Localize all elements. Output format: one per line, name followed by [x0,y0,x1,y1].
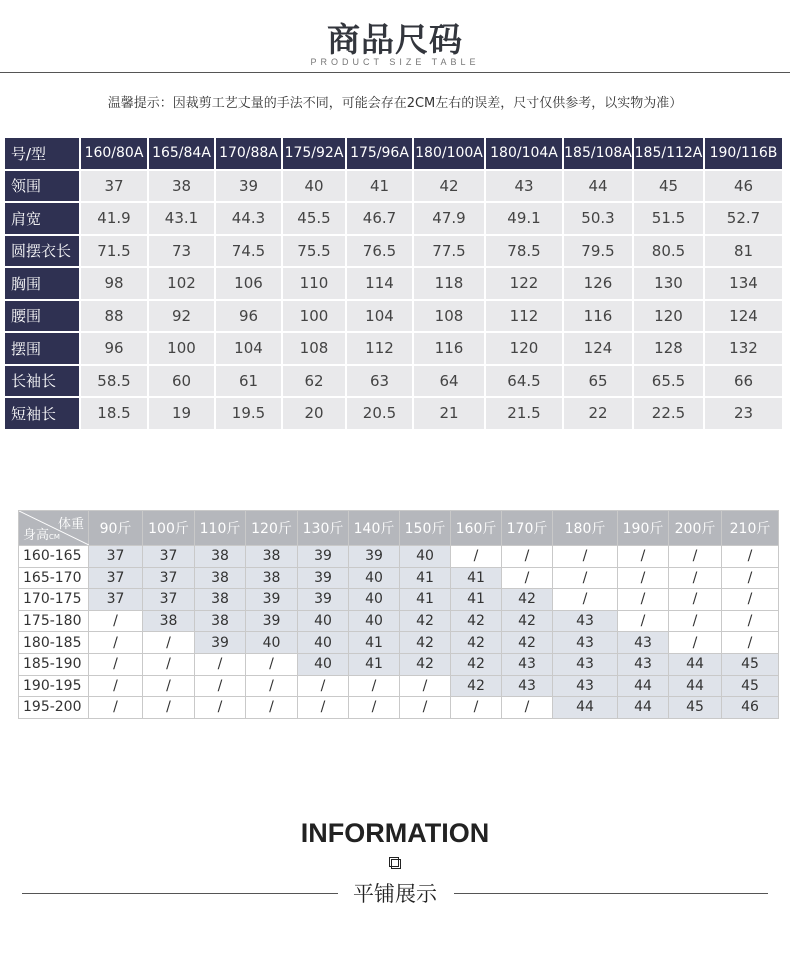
height-row-label: 180-185 [19,632,89,654]
size-recommend-cell: 44 [618,675,669,697]
size-recommend-cell: 42 [400,632,451,654]
weight-header-cell: 120斤 [246,511,298,546]
size-value-cell: 21 [414,398,486,431]
size-recommend-cell: 39 [246,610,298,632]
size-recommend-cell: 39 [298,589,349,611]
size-recommend-cell: 42 [451,653,502,675]
size-value-cell: 80.5 [634,236,705,269]
size-recommend-cell: / [89,697,143,719]
size-recommend-cell: / [722,567,779,589]
size-row-label: 摆围 [5,333,81,366]
size-recommend-cell: / [553,567,618,589]
weight-header-cell: 190斤 [618,511,669,546]
size-value-cell: 44 [564,171,634,204]
size-recommend-cell: 44 [669,675,722,697]
size-value-cell: 46 [705,171,784,204]
size-recommend-cell: 40 [349,610,400,632]
size-recommend-cell: 43 [553,610,618,632]
size-header-cell: 180/104A [486,138,564,171]
size-recommend-cell: / [618,546,669,568]
size-recommend-cell: / [618,589,669,611]
size-value-cell: 77.5 [414,236,486,269]
height-row-label: 185-190 [19,653,89,675]
size-row [5,398,784,431]
size-row-label: 肩宽 [5,203,81,236]
size-value-cell: 20 [283,398,347,431]
weight-header-label: 体重 [57,517,84,532]
size-recommend-cell: 42 [451,675,502,697]
size-row-label: 圆摆衣长 [5,236,81,269]
size-recommend-cell: / [195,675,246,697]
size-recommend-cell: 41 [400,567,451,589]
square-frame-icon [389,857,401,869]
size-value-cell: 108 [283,333,347,366]
size-recommend-cell: 40 [349,589,400,611]
height-row-label: 160-165 [19,546,89,568]
weight-header-cell: 90斤 [89,511,143,546]
size-value-cell: 50.3 [564,203,634,236]
size-value-cell: 134 [705,268,784,301]
size-recommend-cell: / [553,589,618,611]
size-value-cell: 63 [347,366,414,399]
size-row [5,301,784,334]
size-recommend-cell: 39 [349,546,400,568]
size-value-cell: 100 [149,333,216,366]
size-recommend-cell: / [89,675,143,697]
size-value-cell: 49.1 [486,203,564,236]
size-value-cell: 96 [81,333,149,366]
page-title: 商品尺码 [327,20,463,59]
weight-header-cell: 200斤 [669,511,722,546]
size-value-cell: 106 [216,268,283,301]
size-recommend-cell: / [722,610,779,632]
size-recommend-cell: 38 [195,567,246,589]
size-recommend-cell: 37 [143,546,195,568]
size-value-cell: 37 [81,171,149,204]
size-recommend-cell: 40 [298,632,349,654]
size-row [5,236,784,269]
size-value-cell: 22 [564,398,634,431]
size-value-cell: 46.7 [347,203,414,236]
size-value-cell: 124 [564,333,634,366]
size-row-label: 胸围 [5,268,81,301]
size-recommend-cell: 41 [451,589,502,611]
size-recommend-cell: 40 [246,632,298,654]
size-value-cell: 126 [564,268,634,301]
size-value-cell: 79.5 [564,236,634,269]
size-value-cell: 124 [705,301,784,334]
size-value-cell: 120 [486,333,564,366]
size-recommend-cell: 40 [298,653,349,675]
size-recommend-cell: 39 [246,589,298,611]
size-recommend-cell: / [669,632,722,654]
size-recommend-cell: / [89,653,143,675]
size-value-cell: 104 [216,333,283,366]
size-recommend-cell: 41 [349,653,400,675]
size-value-cell: 45.5 [283,203,347,236]
height-row [19,567,779,589]
size-value-cell: 75.5 [283,236,347,269]
size-recommend-cell: 38 [195,546,246,568]
size-table [5,138,784,431]
size-recommend-cell: / [451,546,502,568]
size-recommend-cell: 42 [502,632,553,654]
size-value-cell: 39 [216,171,283,204]
size-recommend-cell: 38 [246,567,298,589]
size-value-cell: 65.5 [634,366,705,399]
height-header-label [23,524,60,543]
size-value-cell: 102 [149,268,216,301]
size-recommend-cell: 37 [89,589,143,611]
size-recommend-cell: 41 [349,632,400,654]
weight-header-cell: 170斤 [502,511,553,546]
size-header-cell: 180/100A [414,138,486,171]
height-row [19,697,779,719]
size-value-cell: 47.9 [414,203,486,236]
size-recommend-cell: 41 [400,589,451,611]
page-header [0,0,790,80]
size-recommend-cell: / [349,697,400,719]
size-recommend-cell: / [143,697,195,719]
size-value-cell: 130 [634,268,705,301]
size-recommend-cell: 38 [246,546,298,568]
size-recommend-cell: / [298,675,349,697]
size-corner-label: 号/型 [5,138,81,171]
page-subtitle: PRODUCT SIZE TABLE [310,57,480,67]
size-value-cell: 23 [705,398,784,431]
size-value-cell: 81 [705,236,784,269]
size-recommend-cell: 43 [502,653,553,675]
size-value-cell: 58.5 [81,366,149,399]
size-recommend-cell: / [195,697,246,719]
size-value-cell: 60 [149,366,216,399]
size-recommend-cell: / [669,610,722,632]
size-row [5,171,784,204]
weight-height-corner [19,511,89,546]
size-value-cell: 38 [149,171,216,204]
size-recommend-cell: 42 [502,589,553,611]
size-recommend-cell: 42 [400,610,451,632]
size-value-cell: 64.5 [486,366,564,399]
size-recommend-cell: 46 [722,697,779,719]
size-recommend-cell: / [400,697,451,719]
size-value-cell: 116 [414,333,486,366]
size-recommend-cell: 45 [669,697,722,719]
info-title: INFORMATION [300,818,490,848]
size-recommend-cell: 44 [618,697,669,719]
size-row [5,366,784,399]
size-row [5,203,784,236]
weight-height-table [18,510,779,719]
weight-header-cell: 100斤 [143,511,195,546]
weight-header-cell: 150斤 [400,511,451,546]
size-header-cell: 185/108A [564,138,634,171]
height-row-label: 190-195 [19,675,89,697]
height-row [19,589,779,611]
size-recommend-cell: / [669,589,722,611]
size-value-cell: 114 [347,268,414,301]
size-header-cell: 175/92A [283,138,347,171]
info-divider-right [454,893,768,894]
size-recommend-cell: 44 [669,653,722,675]
size-value-cell: 108 [414,301,486,334]
size-value-cell: 96 [216,301,283,334]
size-recommend-cell: 42 [400,653,451,675]
height-row-label: 165-170 [19,567,89,589]
size-value-cell: 78.5 [486,236,564,269]
size-value-cell: 41.9 [81,203,149,236]
size-value-cell: 73 [149,236,216,269]
size-recommend-cell: 38 [195,589,246,611]
size-recommend-cell: 37 [89,567,143,589]
height-row-label: 170-175 [19,589,89,611]
header-divider [0,72,790,73]
size-recommend-cell: / [143,632,195,654]
size-recommend-cell: 43 [553,653,618,675]
size-recommend-cell: 40 [349,567,400,589]
size-value-cell: 44.3 [216,203,283,236]
weight-header-cell: 160斤 [451,511,502,546]
size-recommend-cell: / [502,697,553,719]
size-value-cell: 110 [283,268,347,301]
size-recommend-cell: / [143,675,195,697]
size-recommend-cell: 42 [451,610,502,632]
size-recommend-cell: 40 [298,610,349,632]
size-header-cell: 160/80A [81,138,149,171]
weight-header-cell: 130斤 [298,511,349,546]
size-value-cell: 40 [283,171,347,204]
size-recommend-cell: 37 [143,589,195,611]
size-value-cell: 43 [486,171,564,204]
weight-header-cell: 210斤 [722,511,779,546]
size-value-cell: 62 [283,366,347,399]
size-recommend-cell: / [669,546,722,568]
height-row-label: 195-200 [19,697,89,719]
size-value-cell: 66 [705,366,784,399]
size-value-cell: 19 [149,398,216,431]
size-row-label: 领围 [5,171,81,204]
size-header-cell: 185/112A [634,138,705,171]
size-value-cell: 76.5 [347,236,414,269]
size-header-cell: 165/84A [149,138,216,171]
height-row [19,546,779,568]
size-header-row [5,138,784,171]
size-value-cell: 45 [634,171,705,204]
size-recommend-cell: 44 [553,697,618,719]
size-recommend-cell: 38 [143,610,195,632]
size-recommend-cell: / [722,589,779,611]
size-value-cell: 64 [414,366,486,399]
height-row [19,653,779,675]
size-value-cell: 132 [705,333,784,366]
size-value-cell: 74.5 [216,236,283,269]
size-value-cell: 42 [414,171,486,204]
size-recommend-cell: 45 [722,675,779,697]
size-recommend-cell: 38 [195,610,246,632]
size-recommend-cell: / [451,697,502,719]
size-recommend-cell: / [246,675,298,697]
size-value-cell: 122 [486,268,564,301]
size-recommend-cell: 43 [502,675,553,697]
size-row [5,268,784,301]
size-header-cell: 170/88A [216,138,283,171]
height-unit-label: CM [49,533,60,541]
size-value-cell: 71.5 [81,236,149,269]
size-recommend-cell: / [246,653,298,675]
size-value-cell: 52.7 [705,203,784,236]
size-recommend-cell: / [246,697,298,719]
size-recommend-cell: 43 [553,632,618,654]
height-row-label: 175-180 [19,610,89,632]
size-header-cell: 175/96A [347,138,414,171]
size-value-cell: 19.5 [216,398,283,431]
size-value-cell: 112 [486,301,564,334]
size-value-cell: 118 [414,268,486,301]
size-value-cell: 18.5 [81,398,149,431]
size-recommend-cell: / [502,546,553,568]
size-value-cell: 61 [216,366,283,399]
size-recommend-cell: 41 [451,567,502,589]
size-value-cell: 20.5 [347,398,414,431]
size-value-cell: 88 [81,301,149,334]
size-recommend-cell: 37 [143,567,195,589]
size-recommend-cell: / [618,610,669,632]
size-recommend-cell: / [618,567,669,589]
height-row [19,632,779,654]
size-header-cell: 190/116B [705,138,784,171]
size-row-label: 腰围 [5,301,81,334]
size-value-cell: 92 [149,301,216,334]
weight-header-cell: 140斤 [349,511,400,546]
size-recommend-cell: 45 [722,653,779,675]
size-row-label: 长袖长 [5,366,81,399]
weight-header-cell: 180斤 [553,511,618,546]
size-value-cell: 41 [347,171,414,204]
size-recommend-cell: 42 [451,632,502,654]
info-subtitle: 平铺展示 [353,882,437,906]
size-value-cell: 65 [564,366,634,399]
size-recommend-cell: / [669,567,722,589]
size-recommend-cell: / [143,653,195,675]
size-value-cell: 128 [634,333,705,366]
size-value-cell: 21.5 [486,398,564,431]
height-header-text: 身高 [23,528,50,543]
size-recommend-cell: 42 [502,610,553,632]
size-recommend-cell: / [298,697,349,719]
size-value-cell: 116 [564,301,634,334]
size-recommend-cell: 43 [618,632,669,654]
height-row [19,675,779,697]
size-value-cell: 104 [347,301,414,334]
size-recommend-cell: / [722,632,779,654]
size-recommend-cell: / [400,675,451,697]
size-recommend-cell: / [89,610,143,632]
size-value-cell: 51.5 [634,203,705,236]
size-value-cell: 112 [347,333,414,366]
size-recommend-cell: 40 [400,546,451,568]
size-value-cell: 43.1 [149,203,216,236]
size-recommend-cell: / [553,546,618,568]
size-recommend-cell: / [349,675,400,697]
size-row [5,333,784,366]
size-row-label: 短袖长 [5,398,81,431]
size-tip: 温馨提示：因裁剪工艺丈量的手法不同，可能会存在2CM左右的误差，尺寸仅供参考，以实物为准） [107,96,683,111]
size-recommend-cell: / [89,632,143,654]
size-recommend-cell: 43 [618,653,669,675]
size-value-cell: 98 [81,268,149,301]
size-recommend-cell: 43 [553,675,618,697]
size-value-cell: 120 [634,301,705,334]
size-recommend-cell: 39 [298,546,349,568]
size-value-cell: 22.5 [634,398,705,431]
weight-header-cell: 110斤 [195,511,246,546]
size-value-cell: 100 [283,301,347,334]
size-recommend-cell: 39 [298,567,349,589]
size-recommend-cell: 39 [195,632,246,654]
size-recommend-cell: / [722,546,779,568]
size-recommend-cell: / [195,653,246,675]
size-recommend-cell: 37 [89,546,143,568]
size-recommend-cell: / [502,567,553,589]
height-row [19,610,779,632]
